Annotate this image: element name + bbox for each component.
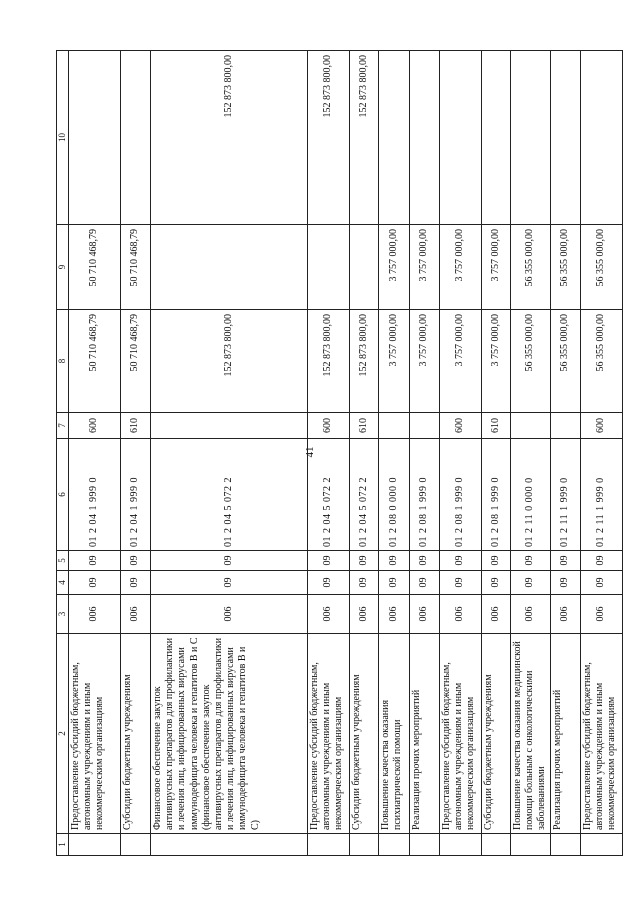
cell-amount-1: 152 873 800,00 xyxy=(308,310,350,413)
cell-csr: 01 2 11 0 000 0 xyxy=(511,439,551,551)
table-row xyxy=(121,51,151,856)
cell-csr: 01 2 04 5 072 2 xyxy=(308,439,350,551)
cell-subsection: 09 xyxy=(350,551,379,571)
column-header-4: 4 xyxy=(57,571,69,595)
cell-amount-3: 152 873 800,00 xyxy=(151,51,308,225)
cell-admin: 006 xyxy=(440,595,482,634)
cell-name: Предоставление субсидий бюджетным, автономным учреждениям и иным некоммерческим организациям xyxy=(308,634,350,834)
cell-csr: 01 2 11 1 999 0 xyxy=(550,439,580,551)
cell-subsection: 09 xyxy=(511,551,551,571)
cell-amount-1: 56 355 000,00 xyxy=(580,310,622,413)
table-row xyxy=(151,51,308,856)
cell-admin: 006 xyxy=(580,595,622,634)
cell-amount-1: 3 757 000,00 xyxy=(440,310,482,413)
column-header-3: 3 xyxy=(57,595,69,634)
cell-csr: 01 2 04 5 072 2 xyxy=(350,439,379,551)
cell-csr: 01 2 08 0 000 0 xyxy=(379,439,410,551)
cell-csr: 01 2 04 5 072 2 xyxy=(151,439,308,551)
cell-subsection: 09 xyxy=(482,551,511,571)
column-header-7: 7 xyxy=(57,413,69,439)
cell-amount-3 xyxy=(511,51,551,225)
cell-section: 09 xyxy=(440,571,482,595)
cell-amount-3 xyxy=(410,51,440,225)
cell-section: 09 xyxy=(379,571,410,595)
cell-subsection: 09 xyxy=(151,551,308,571)
row-index-cell xyxy=(69,834,121,856)
cell-section: 09 xyxy=(410,571,440,595)
table-row xyxy=(511,51,551,856)
cell-amount-1: 152 873 800,00 xyxy=(350,310,379,413)
cell-vr xyxy=(379,413,410,439)
column-number-header-row xyxy=(57,51,69,856)
cell-amount-1: 50 710 468,79 xyxy=(121,310,151,413)
cell-amount-2: 50 710 468,79 xyxy=(121,225,151,310)
cell-name: Субсидии бюджетным учреждениям xyxy=(121,634,151,834)
cell-vr: 600 xyxy=(308,413,350,439)
cell-vr xyxy=(511,413,551,439)
cell-vr: 600 xyxy=(69,413,121,439)
cell-admin: 006 xyxy=(151,595,308,634)
cell-amount-2: 56 355 000,00 xyxy=(511,225,551,310)
cell-name: Повышение качества оказания психиатрической помощи xyxy=(379,634,410,834)
cell-name: Реализация прочих мероприятий xyxy=(550,634,580,834)
cell-amount-3 xyxy=(482,51,511,225)
table-body xyxy=(69,51,623,856)
column-header-10: 10 xyxy=(57,51,69,225)
cell-subsection: 09 xyxy=(580,551,622,571)
row-index-cell xyxy=(511,834,551,856)
cell-name: Предоставление субсидий бюджетным, автономным учреждениям и иным некоммерческим организациям xyxy=(440,634,482,834)
table-row xyxy=(69,51,121,856)
cell-subsection: 09 xyxy=(69,551,121,571)
cell-vr: 610 xyxy=(350,413,379,439)
cell-section: 09 xyxy=(511,571,551,595)
cell-admin: 006 xyxy=(550,595,580,634)
cell-section: 09 xyxy=(350,571,379,595)
row-index-cell xyxy=(580,834,622,856)
row-index-cell xyxy=(482,834,511,856)
cell-section: 09 xyxy=(550,571,580,595)
cell-csr: 01 2 11 1 999 0 xyxy=(580,439,622,551)
cell-subsection: 09 xyxy=(410,551,440,571)
row-index-cell xyxy=(379,834,410,856)
cell-amount-2 xyxy=(151,225,308,310)
cell-amount-3 xyxy=(379,51,410,225)
row-index-cell xyxy=(440,834,482,856)
row-index-cell xyxy=(308,834,350,856)
table-row xyxy=(550,51,580,856)
cell-name: Финансовое обеспечение закупок антивирусных препаратов для профилактики и лечения лиц, инфицированных вирусами иммунодефицита человека и гепатитов B и C (финансовое обеспечение закупок антивирусных препаратов для профилактики и лечения лиц, инфицированных вирусами иммунодефицита человека и гепатитов В и С) xyxy=(151,634,308,834)
cell-amount-3 xyxy=(440,51,482,225)
cell-amount-2: 3 757 000,00 xyxy=(379,225,410,310)
column-header-8: 8 xyxy=(57,310,69,413)
cell-section: 09 xyxy=(482,571,511,595)
cell-amount-2: 50 710 468,79 xyxy=(69,225,121,310)
row-index-cell xyxy=(121,834,151,856)
table-row xyxy=(482,51,511,856)
cell-vr: 610 xyxy=(482,413,511,439)
cell-subsection: 09 xyxy=(121,551,151,571)
cell-amount-3 xyxy=(550,51,580,225)
cell-amount-1: 152 873 800,00 xyxy=(151,310,308,413)
cell-name: Реализация прочих мероприятий xyxy=(410,634,440,834)
row-index-cell xyxy=(350,834,379,856)
cell-section: 09 xyxy=(69,571,121,595)
cell-amount-2 xyxy=(350,225,379,310)
cell-amount-1: 3 757 000,00 xyxy=(482,310,511,413)
cell-subsection: 09 xyxy=(550,551,580,571)
cell-csr: 01 2 08 1 999 0 xyxy=(410,439,440,551)
cell-admin: 006 xyxy=(350,595,379,634)
cell-name: Предоставление субсидий бюджетным, автономным учреждениям и иным некоммерческим организациям xyxy=(69,634,121,834)
cell-name: Субсидии бюджетным учреждениям xyxy=(350,634,379,834)
cell-amount-2: 56 355 000,00 xyxy=(580,225,622,310)
table-row xyxy=(308,51,350,856)
cell-csr: 01 2 04 1 999 0 xyxy=(121,439,151,551)
cell-name: Предоставление субсидий бюджетным, автономным учреждениям и иным некоммерческим организациям xyxy=(580,634,622,834)
cell-admin: 006 xyxy=(121,595,151,634)
cell-subsection: 09 xyxy=(440,551,482,571)
row-index-cell xyxy=(550,834,580,856)
cell-admin: 006 xyxy=(511,595,551,634)
table-row xyxy=(350,51,379,856)
cell-subsection: 09 xyxy=(379,551,410,571)
cell-admin: 006 xyxy=(308,595,350,634)
cell-amount-1: 50 710 468,79 xyxy=(69,310,121,413)
cell-amount-1: 3 757 000,00 xyxy=(410,310,440,413)
cell-amount-1: 3 757 000,00 xyxy=(379,310,410,413)
cell-name: Повышение качества оказания медицинской помощи больным с онкологическими заболеваниями xyxy=(511,634,551,834)
table-row xyxy=(440,51,482,856)
cell-amount-2: 3 757 000,00 xyxy=(482,225,511,310)
cell-amount-2 xyxy=(308,225,350,310)
cell-csr: 01 2 08 1 999 0 xyxy=(440,439,482,551)
cell-amount-3: 152 873 800,00 xyxy=(308,51,350,225)
cell-admin: 006 xyxy=(379,595,410,634)
cell-vr: 600 xyxy=(440,413,482,439)
cell-admin: 006 xyxy=(482,595,511,634)
budget-table-container xyxy=(56,51,617,856)
table-row xyxy=(580,51,622,856)
cell-amount-1: 56 355 000,00 xyxy=(511,310,551,413)
cell-subsection: 09 xyxy=(308,551,350,571)
page-number: 41 xyxy=(304,446,316,458)
cell-section: 09 xyxy=(121,571,151,595)
cell-section: 09 xyxy=(308,571,350,595)
cell-section: 09 xyxy=(151,571,308,595)
cell-vr: 600 xyxy=(580,413,622,439)
cell-amount-2: 3 757 000,00 xyxy=(440,225,482,310)
cell-amount-2: 56 355 000,00 xyxy=(550,225,580,310)
table-row xyxy=(410,51,440,856)
column-header-1: 1 xyxy=(57,834,69,856)
cell-csr: 01 2 04 1 999 0 xyxy=(69,439,121,551)
cell-section: 09 xyxy=(580,571,622,595)
cell-vr xyxy=(410,413,440,439)
row-index-cell xyxy=(151,834,308,856)
column-header-9: 9 xyxy=(57,225,69,310)
budget-table xyxy=(56,50,623,856)
cell-vr xyxy=(151,413,308,439)
column-header-2: 2 xyxy=(57,634,69,834)
cell-vr: 610 xyxy=(121,413,151,439)
cell-vr xyxy=(550,413,580,439)
row-index-cell xyxy=(410,834,440,856)
cell-admin: 006 xyxy=(69,595,121,634)
cell-name: Субсидии бюджетным учреждениям xyxy=(482,634,511,834)
cell-amount-3: 152 873 800,00 xyxy=(350,51,379,225)
cell-csr: 01 2 08 1 999 0 xyxy=(482,439,511,551)
column-header-6: 6 xyxy=(57,439,69,551)
cell-amount-3 xyxy=(69,51,121,225)
column-header-5: 5 xyxy=(57,551,69,571)
table-row xyxy=(379,51,410,856)
cell-amount-2: 3 757 000,00 xyxy=(410,225,440,310)
cell-amount-3 xyxy=(580,51,622,225)
cell-amount-1: 56 355 000,00 xyxy=(550,310,580,413)
cell-admin: 006 xyxy=(410,595,440,634)
cell-amount-3 xyxy=(121,51,151,225)
